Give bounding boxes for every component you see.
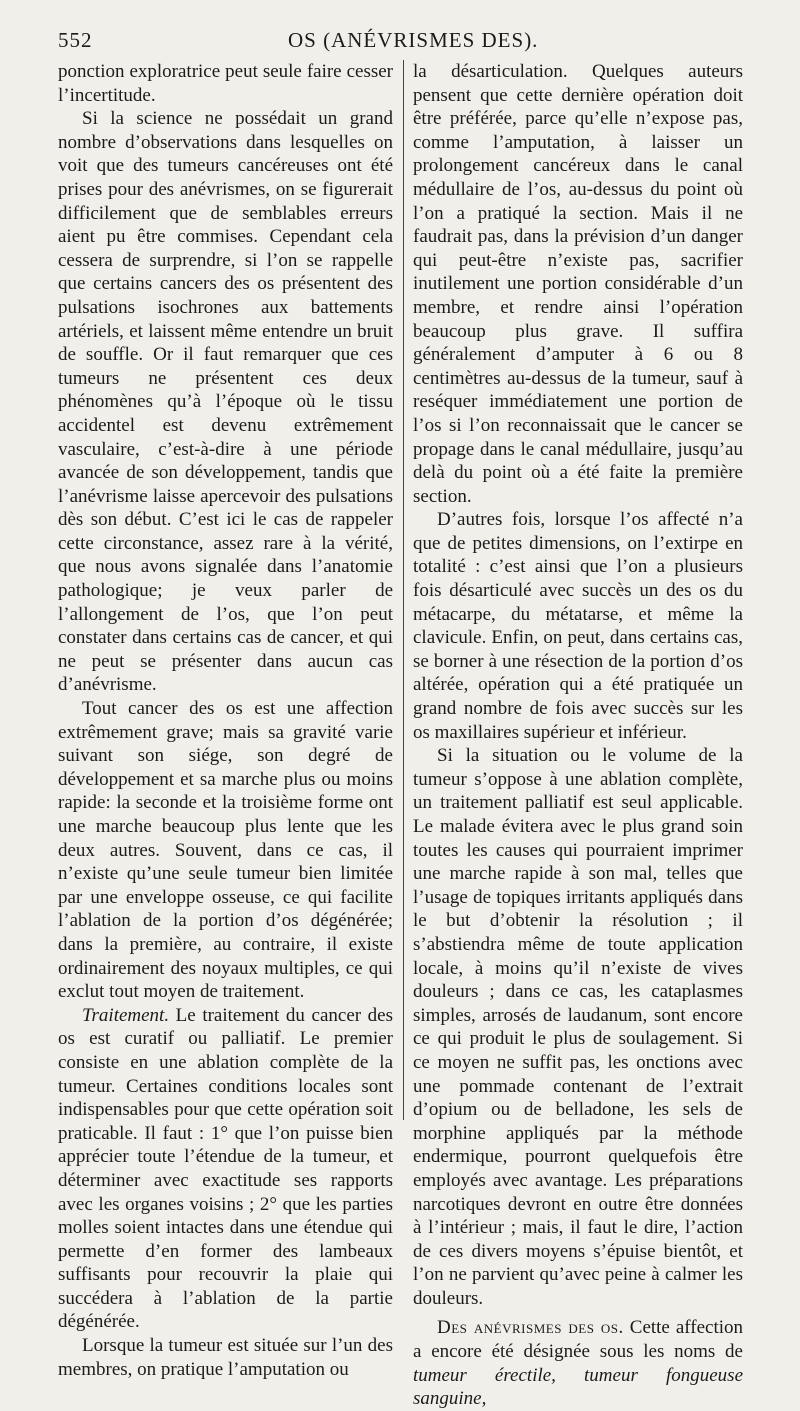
paragraph: Si la situation ou le volume de la tumeur s’oppose à une ablation complète, un traitement palliatif est seul applicable. Le malade évitera avec le plus grand soin toutes les causes qui pourraient imprimer une marche rapide à son mal, telles que l’usage de topiques irritants appliqués dans le but d’obtenir la résolution ; il s’abstiendra même de toute application locale, à moins qu’il n’existe de vives douleurs ; dans ce cas, les cataplasmes simples, arrosés de laudanum, sont encore ce qui produit le plus de soulagement. Si ce moyen ne suffit pas, les onctions avec une pommade contenant de l’extrait d’opium ou de belladone, les sels de morphine appliqués par la méthode endermique, pourront quelquefois être employés avec avantage. Les préparations narcotiques devront en outre être données à l’intérieur ; mais, il faut le dire, l’action de ces divers moyens s’épuise bientôt, et l’on ne parvient qu’avec peine à calmer les douleurs.: [413, 745, 743, 1309]
paragraph-text: Le traitement du cancer des os est curatif ou palliatif. Le premier consiste en une ablation complète de la tumeur. Certaines conditions locales sont indispensables pour que cette opération soit praticable. Il faut : 1° que l’on puisse bien apprécier toute l’étendue de la tumeur, et déterminer avec exactitude ses rapports avec les organes voisins ; 2° que les parties molles soient intactes dans une étendue qui permette d’en former des lambeaux suffisants pour recouvrir la plaie qui succédera à l’ablation de la partie dégénérée.: [58, 1004, 393, 1333]
section-lead-aneurysms: Des anévrismes des os.: [437, 1317, 624, 1339]
left-column: [58, 60, 393, 1381]
paragraph-text: Cette affection a encore été désignée sous les noms de: [413, 1317, 743, 1363]
paragraph: ponction exploratrice peut seule faire cesser l’incertitude.: [58, 61, 393, 106]
section-lead-treatment: Traitement.: [82, 1004, 170, 1026]
right-column: [413, 60, 743, 1411]
page-number: 552: [58, 28, 93, 52]
running-title: OS (ANÉVRISMES DES).: [288, 28, 539, 52]
paragraph-treatment: [58, 1004, 393, 1334]
paragraph: Lorsque la tumeur est située sur l’un des membres, on pratique l’amputation ou: [58, 1335, 393, 1380]
paragraph-italic-text: tumeur érectile, tumeur fongueuse sanguine,: [413, 1364, 743, 1410]
paragraph: Si la science ne possédait un grand nombre d’observations dans lesquelles on voit que des tumeurs cancéreuses ont été prises pour des anévrismes, on se figurerait difficilement que de semblables erreurs aient pu être commises. Cependant cela cessera de surprendre, si l’on se rappelle que certains cancers des os présentent des pulsations isochrones aux battements artériels, et laissent même entendre un bruit de souffle. Or il faut remarquer que ces tumeurs ne présentent ces deux phénomènes qu’à l’époque où le tissu accidentel est devenu extrêmement vasculaire, c’est-à-dire à une période avancée de son développement, tandis que l’anévrisme laisse apercevoir des pulsations dès son début. C’est ici le cas de rappeler cette circonstance, assez rare à la vérité, que nous avons signalée dans l’anatomie pathologique; je veux parler de l’allongement de l’os, que l’on peut constater dans certains cas de cancer, et qui ne peut se présenter dans aucun cas d’anévrisme.: [58, 108, 393, 696]
column-divider: [403, 60, 404, 1120]
paragraph: la désarticulation. Quelques auteurs pensent que cette dernière opération doit être préférée, parce qu’elle n’expose pas, comme l’amputation, à laisser un prolongement cancéreux dans le canal médullaire de l’os, au-dessus du point où l’on a pratiqué la section. Mais il ne faudrait pas, dans la prévision d’un danger qui peut-être n’existe pas, sacrifier inutilement une portion considérable d’un membre, et rendre ainsi l’opération beaucoup plus grave. Il suffira généralement d’amputer à 6 ou 8 centimètres au-dessus de la tumeur, sauf à reséquer immédiatement une portion de l’os si l’on reconnaissait que le cancer se propage dans le canal médullaire, jusqu’au delà du point où a été faite la première section.: [413, 61, 743, 507]
page-header: [58, 28, 758, 58]
paragraph: D’autres fois, lorsque l’os affecté n’a que de petites dimensions, on l’extirpe en totalité : c’est ainsi que l’on a plusieurs fois désarticulé avec succès un des os du métacarpe, du métatarse, et même la clavicule. Enfin, on peut, dans certains cas, se borner à une résection de la portion d’os altérée, opération qui a été pratiquée un grand nombre de fois avec succès sur les os maxillaires supérieur et inférieur.: [413, 509, 743, 743]
paragraph-aneurysms: [413, 1316, 743, 1410]
paragraph: Tout cancer des os est une affection extrêmement grave; mais sa gravité varie suivant son siége, son degré de développement et sa marche plus ou moins rapide: la seconde et la troisième forme ont une marche beaucoup plus lente que les deux autres. Souvent, dans ce cas, il n’existe qu’une seule tumeur bien limitée par une enveloppe osseuse, ce qui facilite l’ablation de la portion d’os dégénérée; dans la première, au contraire, il existe ordinairement des noyaux multiples, ce qui exclut tout moyen de traitement.: [58, 698, 393, 1003]
